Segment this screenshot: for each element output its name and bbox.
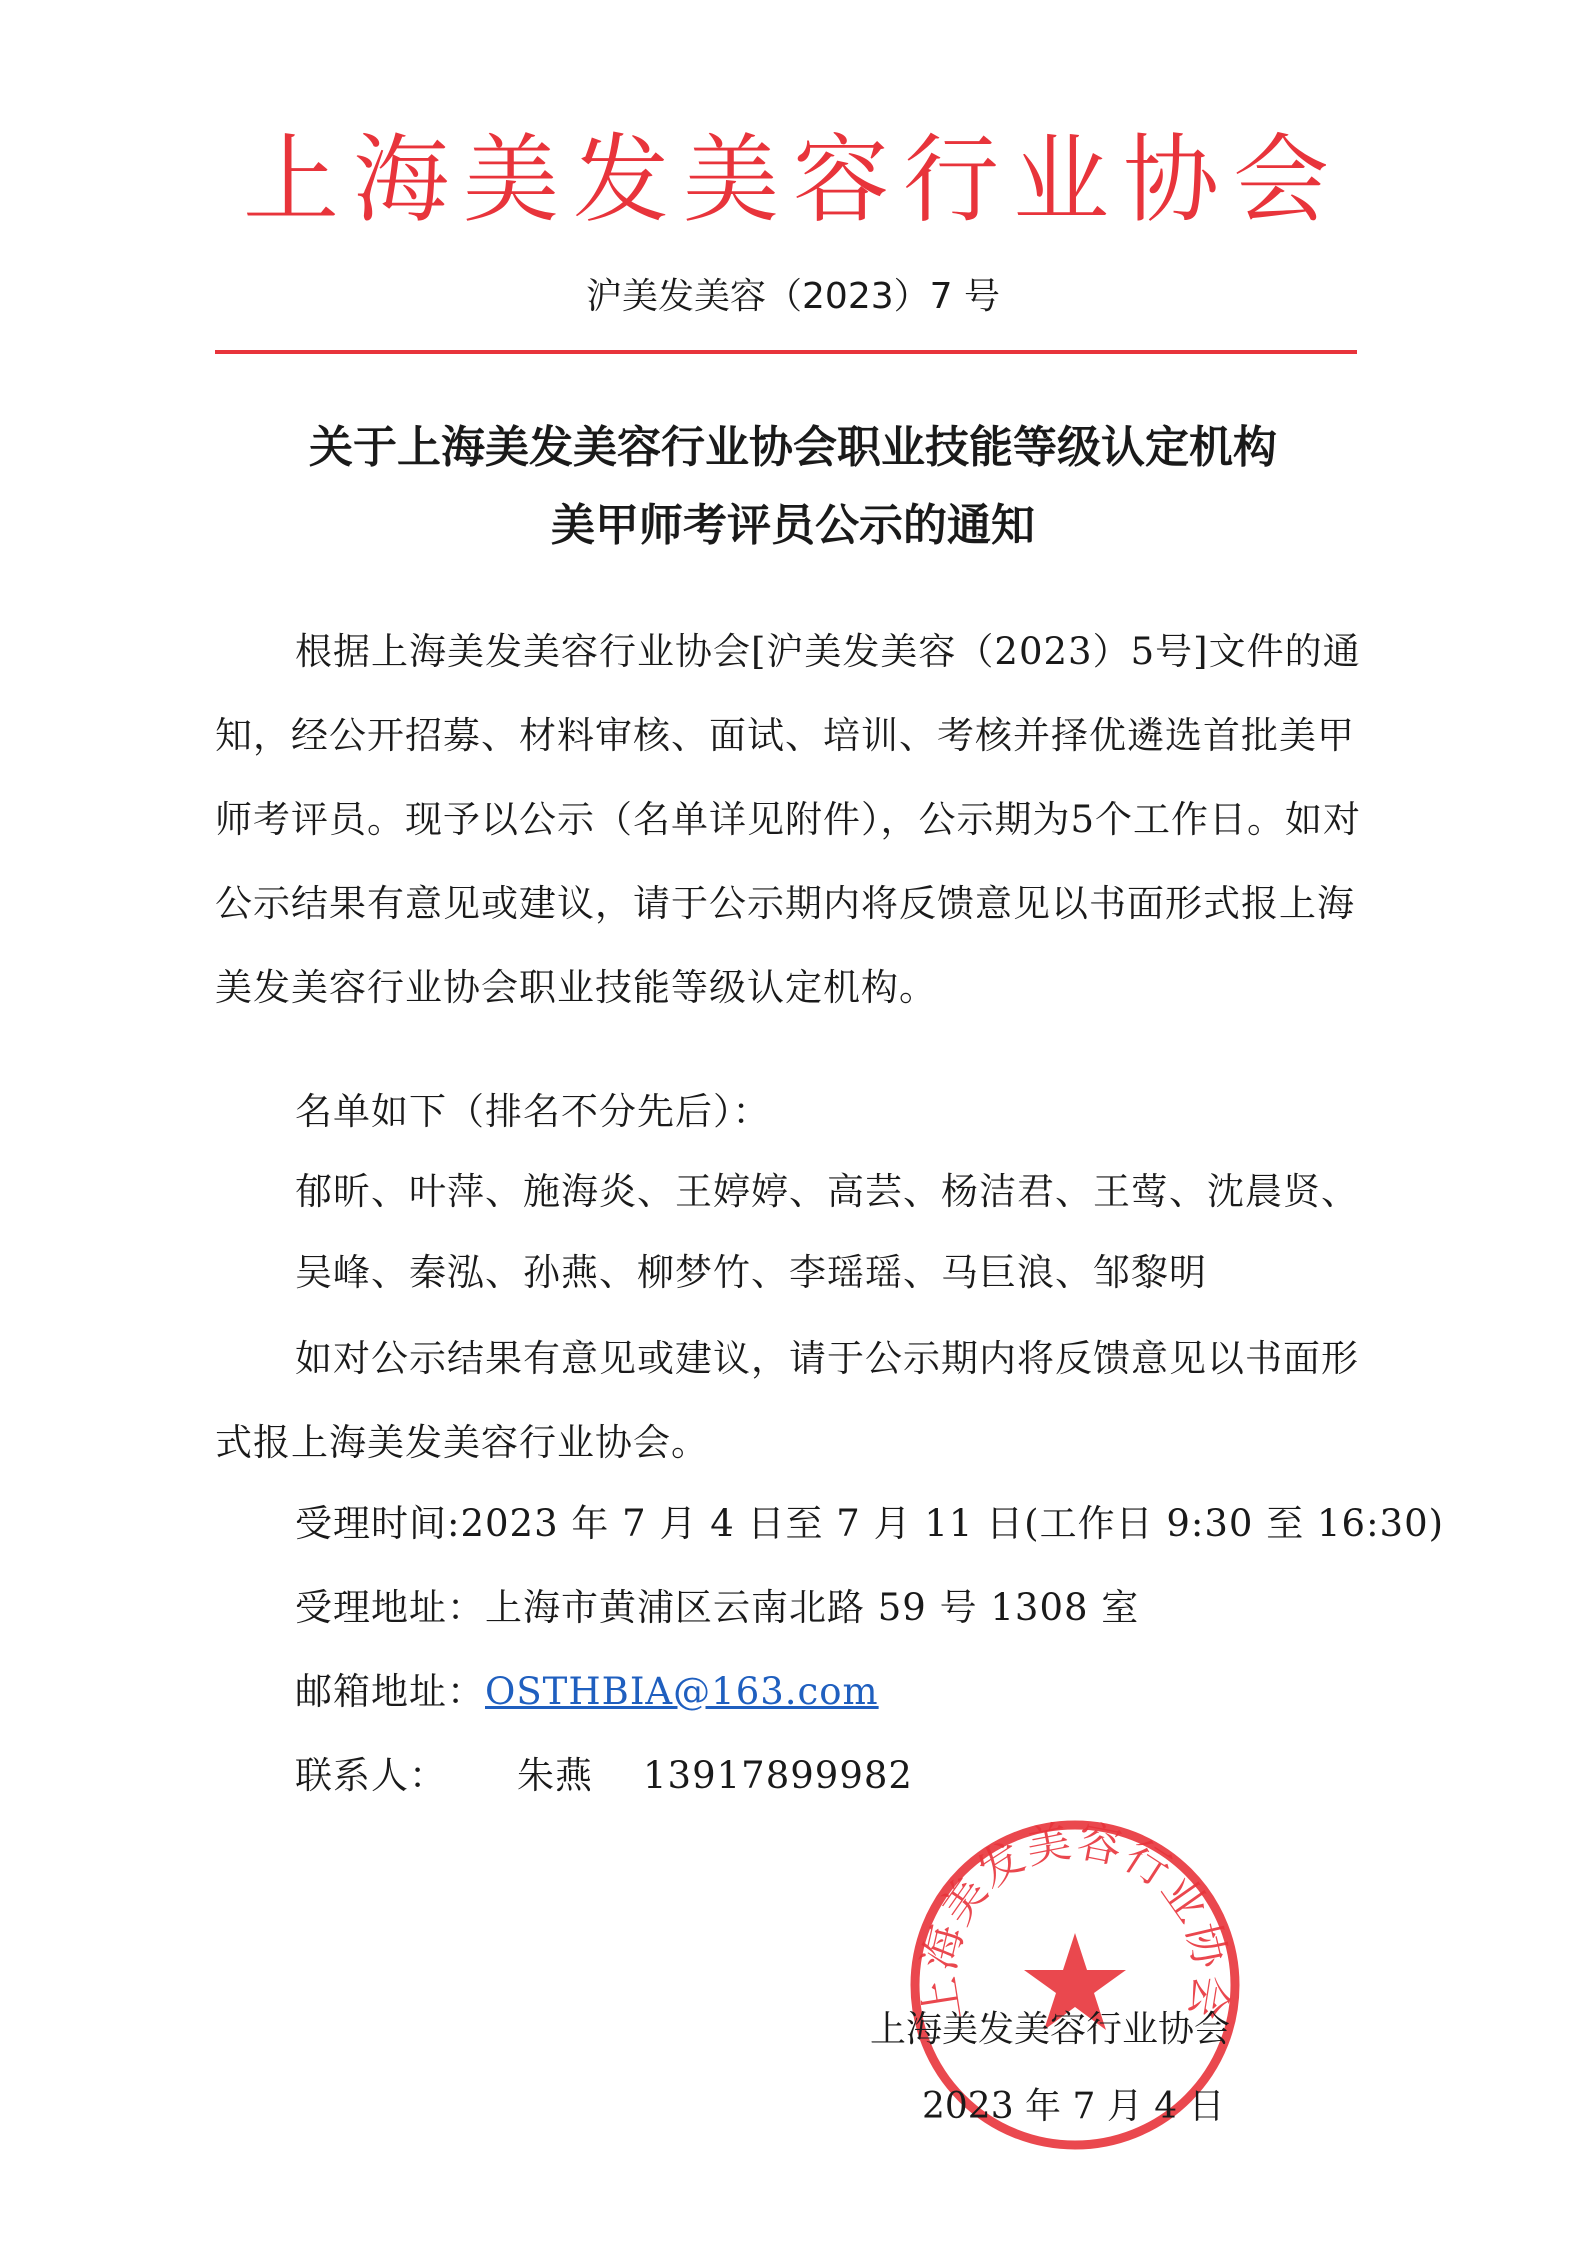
email-row <box>295 1662 879 1722</box>
contact-name: 朱燕 <box>517 1754 593 1797</box>
names-line-1: 郁昕、叶萍、施海炎、王婷婷、高芸、杨洁君、王莺、沈晨贤、 <box>295 1170 1359 1213</box>
svg-text:上海美发美容行业协会: 上海美发美容行业协会 <box>913 1815 1237 2025</box>
signature-org: 上海美发美容行业协会 <box>870 2009 1231 2050</box>
notice-title-line2: 美甲师考评员公示的通知 <box>551 500 1035 551</box>
email-label: 邮箱地址： <box>295 1670 485 1713</box>
acceptance-address: 受理地址：上海市黄浦区云南北路 59 号 1308 室 <box>295 1586 1140 1629</box>
header-divider <box>215 350 1357 354</box>
contact-phone: 13917899982 <box>643 1754 913 1797</box>
contact-label: 联系人： <box>295 1754 447 1797</box>
doc-number: 沪美发美容（2023）7 号 <box>586 276 1000 317</box>
contact-row <box>295 1746 913 1806</box>
feedback-paragraph: 如对公示结果有意见或建议，请于公示期内将反馈意见以书面形式报上海美发美容行业协会。 <box>215 1337 1359 1464</box>
notice-title-line1: 关于上海美发美容行业协会职业技能等级认定机构 <box>309 422 1277 473</box>
email-link[interactable]: OSTHBIA@163.com <box>485 1670 879 1713</box>
org-title: 上海美发美容行业协会 <box>243 124 1343 236</box>
signature-date: 2023 年 7 月 4 日 <box>922 2086 1225 2127</box>
list-heading: 名单如下（排名不分先后）： <box>295 1090 771 1133</box>
names-line-2: 吴峰、秦泓、孙燕、柳梦竹、李瑶瑶、马巨浪、邹黎明 <box>295 1251 1207 1294</box>
acceptance-time: 受理时间:2023 年 7 月 4 日至 7 月 11 日(工作日 9:30 至 16:30) <box>295 1502 1445 1545</box>
intro-paragraph: 根据上海美发美容行业协会[沪美发美容（2023）5号]文件的通知，经公开招募、材料审核、面试、培训、考核并择优遴选首批美甲师考评员。现予以公示（名单详见附件），公示期为5个工作日。如对公示结果有意见或建议，请于公示期内将反馈意见以书面形式报上海美发美容行业协会职业技能等级认定机构。 <box>215 630 1362 1009</box>
